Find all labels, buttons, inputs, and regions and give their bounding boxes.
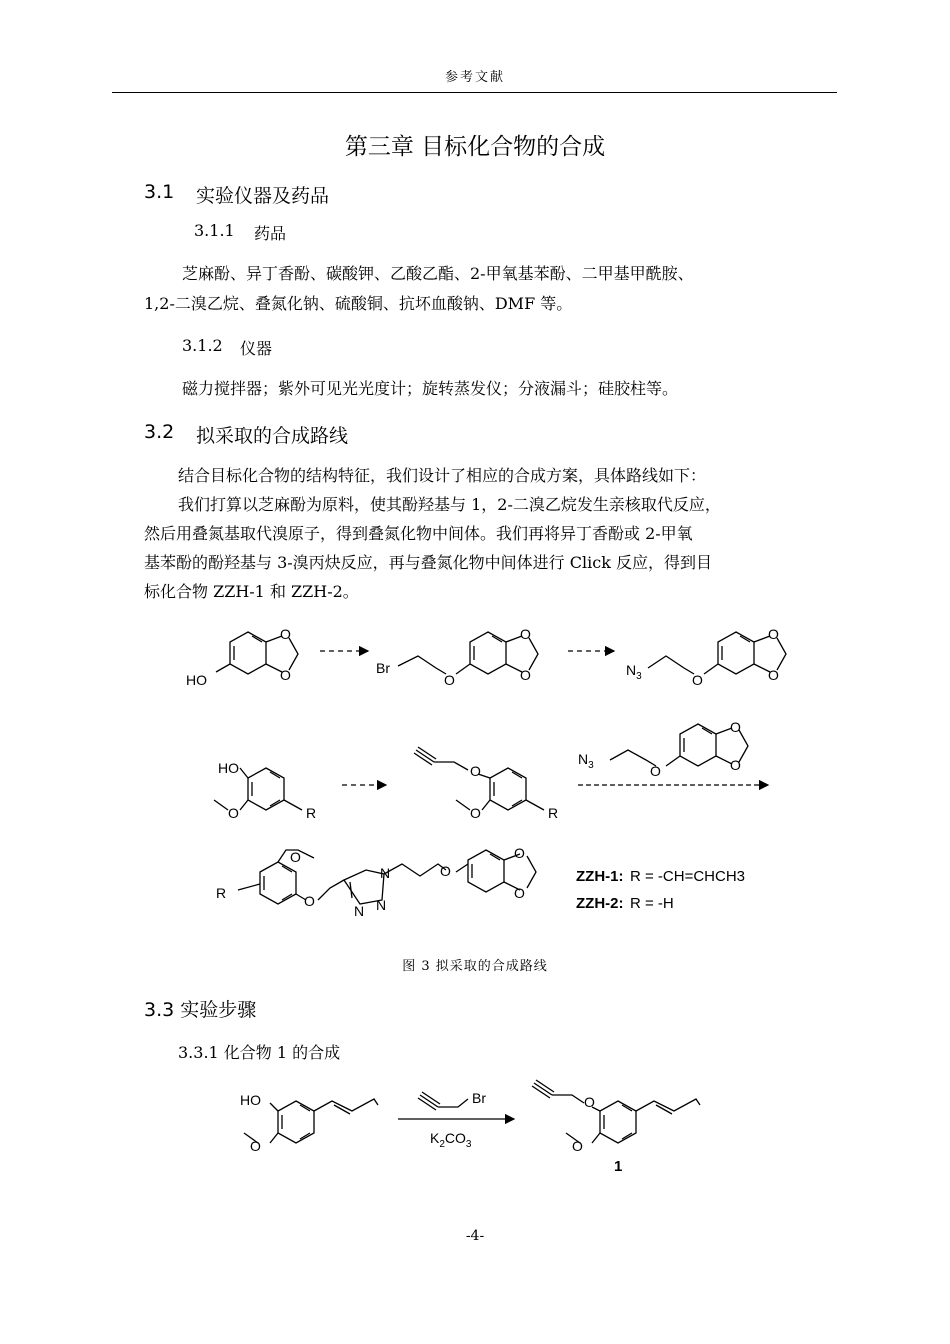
reaction-compound-1 <box>0 1075 950 1185</box>
header-rule <box>112 92 837 93</box>
label-o-22: O <box>572 1138 583 1154</box>
label-n3-a: $N_3$ <box>626 662 642 682</box>
zzh2-label: ZZH-2: <box>576 895 624 912</box>
label-ho-3: HO <box>240 1092 261 1108</box>
label-o-10: O <box>470 763 481 779</box>
label-o-14: O <box>730 757 741 773</box>
label-o-12: O <box>650 763 661 779</box>
reagents-line-2: 1,2-二溴乙烷、叠氮化钠、硫酸铜、抗坏血酸钠、DMF 等。 <box>144 294 573 313</box>
subsection-3-3-1-title: 3.3.1 化合物 1 的合成 <box>178 1043 341 1062</box>
label-o-7: O <box>768 626 779 642</box>
label-o-19: O <box>514 885 525 901</box>
product-number: 1 <box>614 1158 623 1175</box>
subsection-3-1-1-number: 3.1.1 <box>194 221 235 240</box>
running-header: 参考文献 <box>444 70 505 85</box>
label-o-9: O <box>228 805 239 821</box>
route-intro: 结合目标化合物的结构特征，我们设计了相应的合成方案，具体路线如下： <box>178 466 707 485</box>
label-n-3: N <box>354 903 365 919</box>
label-o-18: O <box>514 845 525 861</box>
label-r-2: R <box>548 805 559 821</box>
reagent-k2co3: $K_2CO_3$ <box>430 1130 472 1150</box>
label-n-2: N <box>376 897 387 913</box>
label-o-17: O <box>440 863 451 879</box>
zzh2-definition: R = -H <box>630 895 674 912</box>
section-3-2-title: 拟采取的合成路线 <box>196 425 349 447</box>
label-o-1: O <box>280 626 291 642</box>
synthesis-scheme <box>0 610 950 940</box>
section-3-1-title: 实验仪器及药品 <box>196 185 330 207</box>
label-o-8: O <box>768 667 779 683</box>
label-o-6: O <box>692 672 703 688</box>
label-o-13: O <box>730 719 741 735</box>
label-o-3: O <box>444 672 455 688</box>
figure-caption: 图 3 拟采取的合成路线 <box>402 959 548 974</box>
label-o-16: O <box>304 893 315 909</box>
label-o-4: O <box>520 626 531 642</box>
label-o-20: O <box>250 1138 261 1154</box>
label-ho-2: HO <box>218 760 239 776</box>
reagents-line-1: 芝麻酚、异丁香酚、碳酸钾、乙酸乙酯、2-甲氧基苯酚、二甲基甲酰胺、 <box>182 264 694 283</box>
zzh1-label: ZZH-1: <box>576 868 624 885</box>
page-number: -4- <box>465 1228 485 1244</box>
section-3-3-title: 3.3 实验步骤 <box>144 999 257 1021</box>
label-n3-b: $N_3$ <box>578 751 594 771</box>
section-3-2-number: 3.2 <box>144 421 175 443</box>
route-para-line-2: 然后用叠氮基取代溴原子，得到叠氮化物中间体。我们再将异丁香酚或 2-甲氧 <box>144 524 693 543</box>
label-o-21: O <box>584 1094 595 1110</box>
chapter-title: 第三章 目标化合物的合成 <box>344 134 606 160</box>
instruments-line: 磁力搅拌器；紫外可见光光度计；旋转蒸发仪；分液漏斗；硅胶柱等。 <box>182 379 679 398</box>
reagent-br: Br <box>472 1090 486 1106</box>
label-r-1: R <box>306 805 317 821</box>
label-n-1: N <box>380 865 391 881</box>
label-o-2: O <box>280 667 291 683</box>
route-para-line-4: 标化合物 ZZH-1 和 ZZH-2。 <box>144 582 359 601</box>
label-r-3: R <box>216 885 227 901</box>
route-para-line-3: 基苯酚的酚羟基与 3-溴丙炔反应，再与叠氮化物中间体进行 Click 反应，得到目 <box>144 553 712 572</box>
label-o-15: O <box>290 849 301 865</box>
route-para-line-1: 我们打算以芝麻酚为原料，使其酚羟基与 1，2-二溴乙烷发生亲核取代反应， <box>178 495 721 514</box>
subsection-3-1-1-title: 药品 <box>254 224 287 243</box>
subsection-3-1-2-number: 3.1.2 <box>182 336 223 355</box>
label-br: Br <box>376 660 390 676</box>
section-3-1-number: 3.1 <box>144 181 175 203</box>
zzh1-definition: R = -CH=CHCH3 <box>630 868 746 885</box>
label-ho: HO <box>186 672 207 688</box>
label-o-11: O <box>470 805 481 821</box>
label-o-5: O <box>520 667 531 683</box>
subsection-3-1-2-title: 仪器 <box>240 339 273 358</box>
